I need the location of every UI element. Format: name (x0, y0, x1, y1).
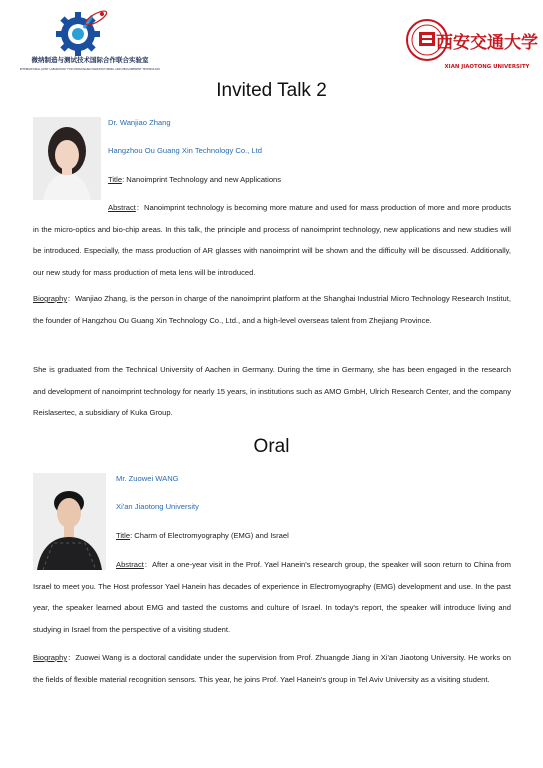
abstract-paragraph (33, 197, 511, 283)
speaker-name: Dr. Wanjiao Zhang (108, 118, 171, 127)
abstract-text: ：Nanoimprint technology is becoming more mature and used for mass production of more and more products in the micro-optics and bio-chip areas. In this talk, the principle and process of nanoimprint technology, new applications and new studies will be introduced. Especially, the mass production of AR glasses with nanoimprint will be shown and the difficulty will be discussed. Additionally, our new study for mass production of meta lens will be introduced. (33, 203, 511, 277)
biography-paragraph (33, 288, 511, 331)
gear-atom-logo-icon (20, 10, 160, 74)
oral-heading: Oral (253, 436, 290, 457)
biography-label: Biography (33, 294, 68, 303)
university-seal-icon (405, 16, 538, 74)
abstract-label-2: Abstract (116, 560, 144, 569)
biography-text-2: She is graduated from the Technical University of Aachen in Germany. During the time in Germany, she has been engaged in the research and development of nanoimprint technology for nearly 15 years, in institutions such as AMO GmbH, Ulrich Research Center, and the company Reislasertec, a subsidiary of Kuka Group. (33, 365, 511, 417)
biography-label-2: Biography (33, 653, 68, 662)
biography-text-3: ：Zuowei Wang is a doctoral candidate under the supervision from Prof. Zhuangde Jiang in Xi'an Jiaotong University. He works on the fields of flexible material recognition sensors. This year, he joins Prof. Yael Hanein's group in Tel Aviv University as a visiting student. (33, 653, 511, 684)
speaker-affiliation: Hangzhou Ou Guang Xin Technology Co., Ltd (108, 146, 262, 155)
talk-title-2 (116, 531, 289, 541)
talk-title (108, 175, 281, 185)
abstract-label: Abstract (108, 203, 136, 212)
abstract-text-2: ：After a one-year visit in the Prof. Yael Hanein's research group, the speaker will soon return to China from Israel to meet you. The Host professor Yael Hanein has decades of experience in Electromyography (EMG) development and use. In the past year, the speaker learned about EMG and tasted the customs and culture of Israel. In today's report, the speaker will introduce living and studying in Israel from the perspective of a visiting student. (33, 560, 511, 634)
svg-text:INTERNATIONAL JOINT LABORATORY: INTERNATIONAL JOINT LABORATORY FOR MICRO/NANO MANUFACTURING AND MEASUREMENT TECHNOLOGY (19, 68, 161, 71)
svg-text:西安交通大学: 西安交通大学 (436, 33, 538, 53)
biography-text: ：Wanjiao Zhang, is the person in charge of the nanoimprint platform at the Shanghai Industrial Micro Technology Research Institut, the founder of Hangzhou Ou Guang Xin Technology Co., Ltd., and a high-level overseas talent from Zhejiang Province. (33, 294, 511, 325)
title-text: : Nanoimprint Technology and new Applications (122, 175, 282, 184)
speaker-affiliation-2: Xi'an Jiaotong University (116, 502, 199, 511)
lab-logo (20, 10, 160, 74)
svg-text:微纳制造与测试技术国际合作联合实验室: 微纳制造与测试技术国际合作联合实验室 (31, 56, 149, 64)
invited-talk-heading: Invited Talk 2 (216, 80, 327, 101)
university-logo (405, 16, 538, 74)
abstract-paragraph-2 (33, 554, 511, 640)
biography-paragraph-2 (33, 359, 511, 424)
biography-paragraph-3 (33, 647, 511, 690)
svg-text:XIAN JIAOTONG UNIVERSITY: XIAN JIAOTONG UNIVERSITY (444, 64, 530, 70)
title-label: Title (108, 175, 123, 184)
title-label-2: Title (116, 531, 131, 540)
speaker-name-2: Mr. Zuowei WANG (116, 474, 179, 483)
speaker-photo-zhang (33, 117, 101, 200)
title-text-2: : Charm of Electromyography (EMG) and Israel (130, 531, 289, 540)
